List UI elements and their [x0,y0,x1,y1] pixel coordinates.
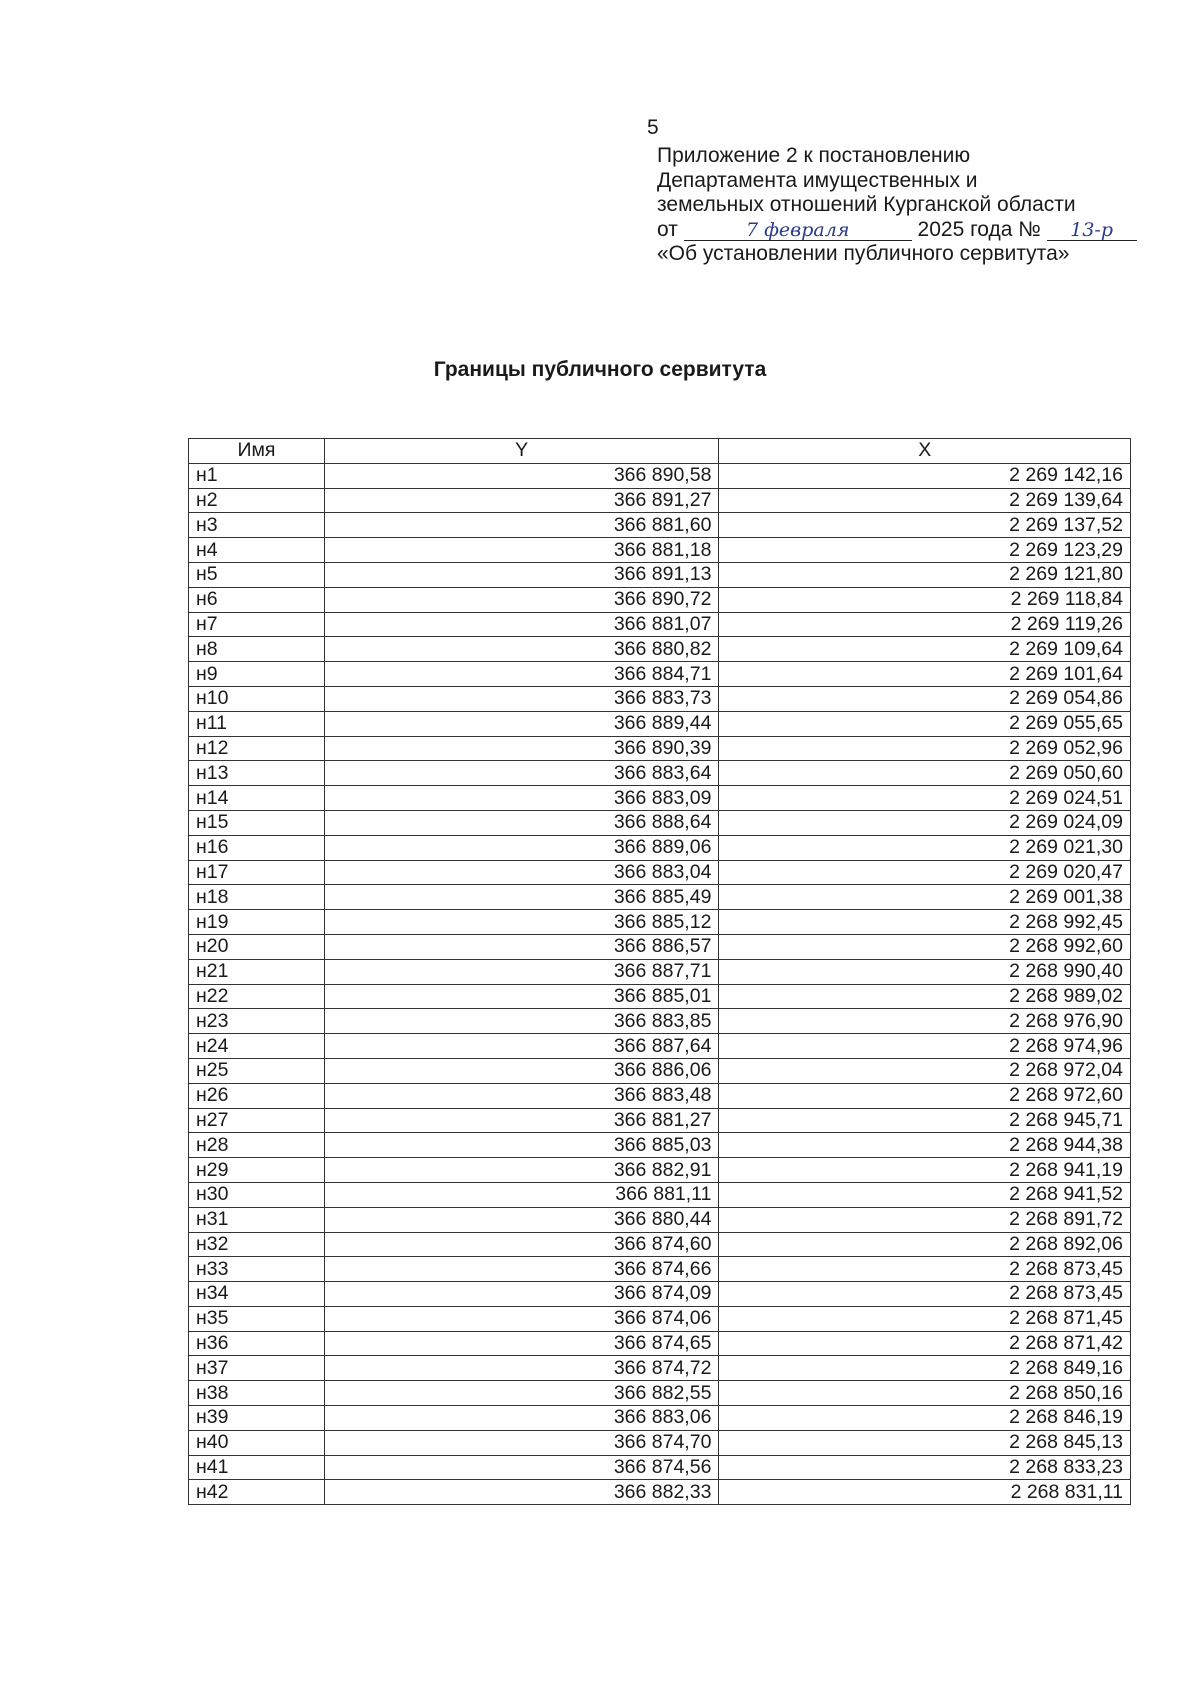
appendix-from-prefix: от [657,217,678,241]
y-coordinate-cell: 366 874,56 [324,1455,719,1480]
table-row [189,562,1131,587]
x-coordinate-cell: 2 269 123,29 [719,538,1131,563]
x-coordinate-cell: 2 268 992,45 [719,910,1131,935]
x-coordinate-cell: 2 268 871,45 [719,1306,1131,1331]
y-coordinate-cell: 366 890,58 [324,463,719,488]
x-coordinate-cell: 2 268 944,38 [719,1133,1131,1158]
y-coordinate-cell: 366 883,73 [324,686,719,711]
y-coordinate-cell: 366 880,44 [324,1207,719,1232]
point-name-cell: н4 [189,538,325,563]
point-name-cell: н18 [189,885,325,910]
y-coordinate-cell: 366 890,39 [324,736,719,761]
x-coordinate-cell: 2 268 972,60 [719,1083,1131,1108]
y-coordinate-cell: 366 885,03 [324,1133,719,1158]
table-row [189,1480,1131,1505]
x-coordinate-cell: 2 269 101,64 [719,662,1131,687]
y-coordinate-cell: 366 882,55 [324,1381,719,1406]
x-coordinate-cell: 2 268 990,40 [719,959,1131,984]
table-body [189,463,1131,1504]
point-name-cell: н10 [189,686,325,711]
point-name-cell: н27 [189,1108,325,1133]
point-name-cell: н1 [189,463,325,488]
point-name-cell: н7 [189,612,325,637]
y-coordinate-cell: 366 880,82 [324,637,719,662]
x-coordinate-cell: 2 269 055,65 [719,711,1131,736]
table-row [189,612,1131,637]
header-x: X [719,439,1131,464]
y-coordinate-cell: 366 886,06 [324,1058,719,1083]
point-name-cell: н32 [189,1232,325,1257]
table-row [189,1306,1131,1331]
y-coordinate-cell: 366 888,64 [324,810,719,835]
x-coordinate-cell: 2 269 121,80 [719,562,1131,587]
point-name-cell: н22 [189,984,325,1009]
point-name-cell: н40 [189,1430,325,1455]
x-coordinate-cell: 2 268 850,16 [719,1381,1131,1406]
appendix-line-1: Приложение 2 к постановлению [657,144,971,167]
point-name-cell: н17 [189,860,325,885]
point-name-cell: н14 [189,786,325,811]
header-name: Имя [189,439,325,464]
y-coordinate-cell: 366 885,12 [324,910,719,935]
point-name-cell: н37 [189,1356,325,1381]
table-row [189,1381,1131,1406]
table-row [189,1158,1131,1183]
appendix-header [657,144,1177,267]
table-row [189,835,1131,860]
point-name-cell: н19 [189,910,325,935]
table-row [189,1356,1131,1381]
table-row [189,587,1131,612]
y-coordinate-cell: 366 881,11 [324,1182,719,1207]
table-row [189,736,1131,761]
point-name-cell: н2 [189,488,325,513]
point-name-cell: н8 [189,637,325,662]
y-coordinate-cell: 366 887,71 [324,959,719,984]
x-coordinate-cell: 2 269 001,38 [719,885,1131,910]
y-coordinate-cell: 366 883,06 [324,1406,719,1431]
y-coordinate-cell: 366 885,49 [324,885,719,910]
point-name-cell: н3 [189,513,325,538]
x-coordinate-cell: 2 268 845,13 [719,1430,1131,1455]
point-name-cell: н38 [189,1381,325,1406]
point-name-cell: н6 [189,587,325,612]
point-name-cell: н33 [189,1257,325,1282]
x-coordinate-cell: 2 269 142,16 [719,463,1131,488]
point-name-cell: н21 [189,959,325,984]
table-row [189,488,1131,513]
table-row [189,761,1131,786]
point-name-cell: н31 [189,1207,325,1232]
point-name-cell: н41 [189,1455,325,1480]
header-y: Y [324,439,719,464]
point-name-cell: н11 [189,711,325,736]
y-coordinate-cell: 366 874,70 [324,1430,719,1455]
table-row [189,662,1131,687]
x-coordinate-cell: 2 269 139,64 [719,488,1131,513]
x-coordinate-cell: 2 268 992,60 [719,934,1131,959]
y-coordinate-cell: 366 889,06 [324,835,719,860]
table-row [189,1406,1131,1431]
table-row [189,910,1131,935]
table-row [189,1133,1131,1158]
table-row [189,984,1131,1009]
y-coordinate-cell: 366 884,71 [324,662,719,687]
point-name-cell: н23 [189,1009,325,1034]
table-row [189,463,1131,488]
x-coordinate-cell: 2 269 020,47 [719,860,1131,885]
handwritten-number: 13-р [1047,220,1137,241]
x-coordinate-cell: 2 268 873,45 [719,1282,1131,1307]
point-name-cell: н20 [189,934,325,959]
y-coordinate-cell: 366 881,07 [324,612,719,637]
table-row [189,637,1131,662]
y-coordinate-cell: 366 885,01 [324,984,719,1009]
point-name-cell: н29 [189,1158,325,1183]
y-coordinate-cell: 366 874,66 [324,1257,719,1282]
x-coordinate-cell: 2 268 976,90 [719,1009,1131,1034]
y-coordinate-cell: 366 874,65 [324,1331,719,1356]
y-coordinate-cell: 366 881,27 [324,1108,719,1133]
table-row [189,885,1131,910]
point-name-cell: н34 [189,1282,325,1307]
x-coordinate-cell: 2 268 941,52 [719,1182,1131,1207]
handwritten-date: 7 февраля [684,220,912,241]
x-coordinate-cell: 2 268 892,06 [719,1232,1131,1257]
y-coordinate-cell: 366 882,33 [324,1480,719,1505]
appendix-line-3: земельных отношений Курганской области [657,193,1076,216]
x-coordinate-cell: 2 268 989,02 [719,984,1131,1009]
table-row [189,538,1131,563]
x-coordinate-cell: 2 268 972,04 [719,1058,1131,1083]
x-coordinate-cell: 2 269 054,86 [719,686,1131,711]
y-coordinate-cell: 366 883,04 [324,860,719,885]
x-coordinate-cell: 2 269 021,30 [719,835,1131,860]
y-coordinate-cell: 366 883,48 [324,1083,719,1108]
point-name-cell: н15 [189,810,325,835]
x-coordinate-cell: 2 268 849,16 [719,1356,1131,1381]
table-row [189,1108,1131,1133]
point-name-cell: н24 [189,1034,325,1059]
y-coordinate-cell: 366 874,06 [324,1306,719,1331]
table-row [189,959,1131,984]
point-name-cell: н30 [189,1182,325,1207]
point-name-cell: н39 [189,1406,325,1431]
x-coordinate-cell: 2 268 831,11 [719,1480,1131,1505]
table-row [189,1009,1131,1034]
point-name-cell: н36 [189,1331,325,1356]
x-coordinate-cell: 2 269 052,96 [719,736,1131,761]
table-row [189,1083,1131,1108]
point-name-cell: н28 [189,1133,325,1158]
point-name-cell: н42 [189,1480,325,1505]
table-row [189,686,1131,711]
table-row [189,711,1131,736]
table-row [189,786,1131,811]
x-coordinate-cell: 2 269 024,09 [719,810,1131,835]
appendix-line-5: «Об установлении публичного сервитута» [657,242,1070,265]
point-name-cell: н26 [189,1083,325,1108]
x-coordinate-cell: 2 268 941,19 [719,1158,1131,1183]
y-coordinate-cell: 366 874,09 [324,1282,719,1307]
table-row [189,1430,1131,1455]
table-row [189,860,1131,885]
table-row [189,513,1131,538]
table-row [189,1034,1131,1059]
x-coordinate-cell: 2 268 891,72 [719,1207,1131,1232]
point-name-cell: н5 [189,562,325,587]
table-row [189,1182,1131,1207]
x-coordinate-cell: 2 268 833,23 [719,1455,1131,1480]
table-row [189,1282,1131,1307]
y-coordinate-cell: 366 882,91 [324,1158,719,1183]
table-row [189,1207,1131,1232]
table-row [189,810,1131,835]
y-coordinate-cell: 366 881,60 [324,513,719,538]
table-row [189,1257,1131,1282]
table-row [189,1058,1131,1083]
point-name-cell: н9 [189,662,325,687]
table-row [189,1331,1131,1356]
x-coordinate-cell: 2 269 137,52 [719,513,1131,538]
point-name-cell: н12 [189,736,325,761]
x-coordinate-cell: 2 268 871,42 [719,1331,1131,1356]
x-coordinate-cell: 2 269 024,51 [719,786,1131,811]
y-coordinate-cell: 366 883,09 [324,786,719,811]
table-header-row [189,439,1131,464]
table-row [189,934,1131,959]
page-number: 5 [647,116,659,139]
point-name-cell: н25 [189,1058,325,1083]
x-coordinate-cell: 2 268 846,19 [719,1406,1131,1431]
x-coordinate-cell: 2 269 050,60 [719,761,1131,786]
x-coordinate-cell: 2 268 974,96 [719,1034,1131,1059]
document-title: Границы публичного сервитута [433,358,767,381]
y-coordinate-cell: 366 886,57 [324,934,719,959]
table-row [189,1232,1131,1257]
x-coordinate-cell: 2 269 118,84 [719,587,1131,612]
table-row [189,1455,1131,1480]
y-coordinate-cell: 366 881,18 [324,538,719,563]
x-coordinate-cell: 2 269 119,26 [719,612,1131,637]
y-coordinate-cell: 366 874,72 [324,1356,719,1381]
y-coordinate-cell: 366 883,85 [324,1009,719,1034]
point-name-cell: н13 [189,761,325,786]
y-coordinate-cell: 366 889,44 [324,711,719,736]
point-name-cell: н35 [189,1306,325,1331]
appendix-line-2: Департамента имущественных и [657,168,978,192]
y-coordinate-cell: 366 883,64 [324,761,719,786]
y-coordinate-cell: 366 890,72 [324,587,719,612]
y-coordinate-cell: 366 891,13 [324,562,719,587]
x-coordinate-cell: 2 269 109,64 [719,637,1131,662]
y-coordinate-cell: 366 891,27 [324,488,719,513]
x-coordinate-cell: 2 268 945,71 [719,1108,1131,1133]
appendix-year-text: 2025 года № [917,217,1041,241]
x-coordinate-cell: 2 268 873,45 [719,1257,1131,1282]
point-name-cell: н16 [189,835,325,860]
y-coordinate-cell: 366 887,64 [324,1034,719,1059]
y-coordinate-cell: 366 874,60 [324,1232,719,1257]
appendix-line-4 [657,218,1177,243]
coordinates-table [188,438,1131,1505]
